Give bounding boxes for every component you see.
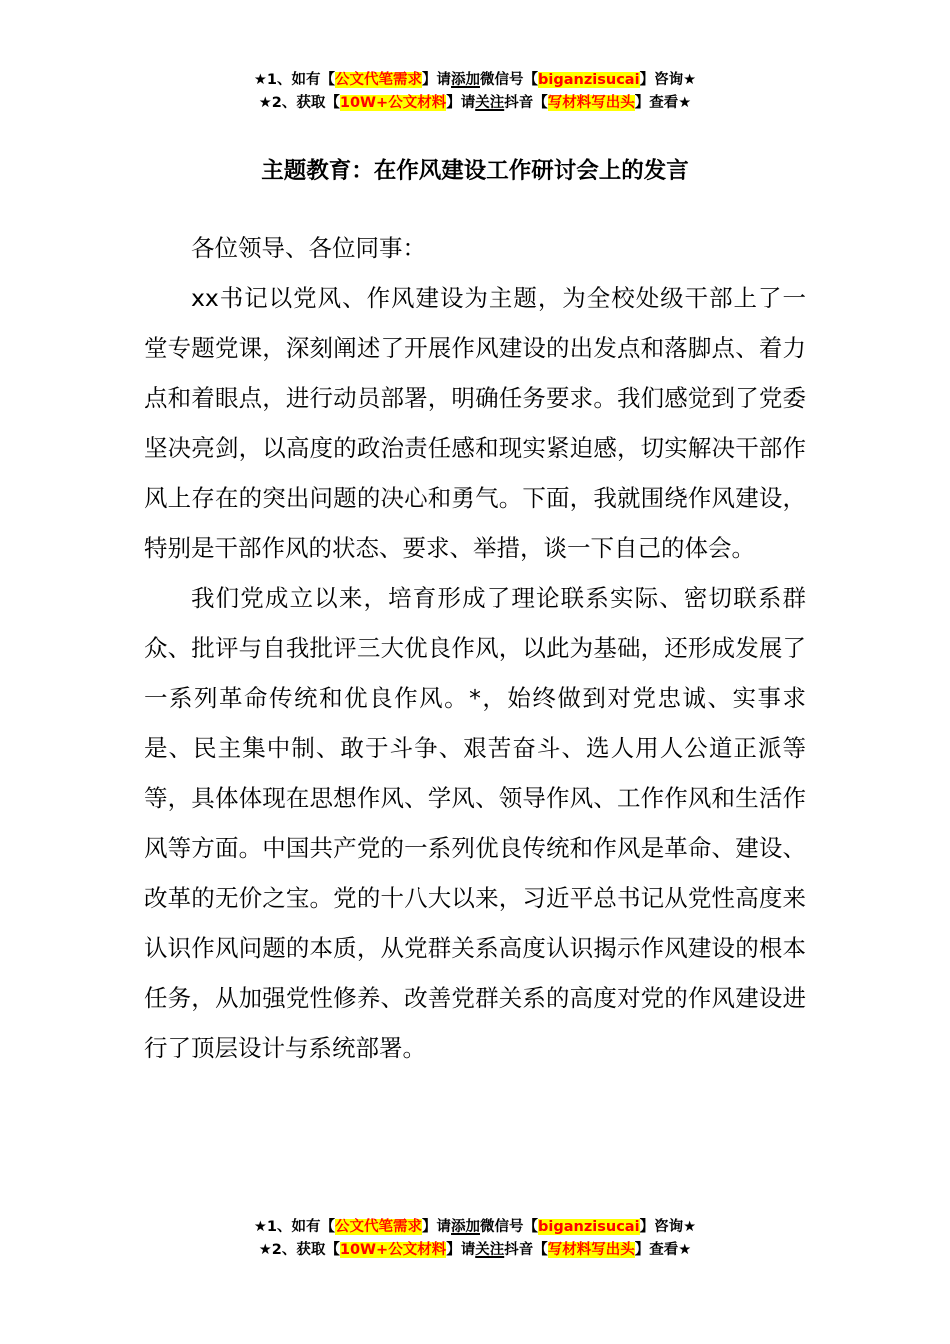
banner-emphasis: 关注 — [475, 1242, 505, 1258]
banner-highlight: 10W+公文材料 — [339, 1242, 447, 1258]
footer-banner — [0, 1216, 950, 1262]
banner-line-1: ★1、如有【公文代笔需求】请添加微信号【biganzisucai】咨询★ — [253, 1219, 697, 1235]
banner-highlight: biganzisucai — [538, 1219, 640, 1235]
banner-emphasis: 添加 — [451, 1219, 481, 1235]
banner-emphasis: 添加 — [451, 72, 481, 88]
banner-emphasis: 关注 — [475, 95, 505, 111]
banner-highlight: 公文代笔需求 — [335, 72, 423, 88]
paragraph: xx书记以党风、作风建设为主题，为全校处级干部上了一堂专题党课，深刻阐述了开展作风建设的出发点和落脚点、着力点和着眼点，进行动员部署，明确任务要求。我们感觉到了党委坚决亮剑，以高度的政治责任感和现实紧迫感，切实解决干部作风上存在的突出问题的决心和勇气。下面，我就围绕作风建设，特别是干部作风的状态、要求、举措，谈一下自己的体会。 — [144, 284, 806, 562]
banner-highlight: 公文代笔需求 — [335, 1219, 423, 1235]
banner-highlight: biganzisucai — [538, 72, 640, 88]
banner-line-2: ★2、获取【10W+公文材料】请关注抖音【写材料写出头】查看★ — [258, 95, 692, 111]
document-body — [144, 223, 806, 1073]
header-banner — [0, 69, 950, 115]
banner-highlight: 10W+公文材料 — [339, 95, 447, 111]
banner-highlight: 写材料写出头 — [547, 95, 635, 111]
salutation: 各位领导、各位同事： — [191, 234, 426, 262]
paragraph: 我们党成立以来，培育形成了理论联系实际、密切联系群众、批评与自我批评三大优良作风，以此为基础，还形成发展了一系列革命传统和优良作风。*，始终做到对党忠诚、实事求是、民主集中制、敢于斗争、艰苦奋斗、选人用人公道正派等等，具体体现在思想作风、学风、领导作风、工作作风和生活作风等方面。中国共产党的一系列优良传统和作风是革命、建设、改革的无价之宝。党的十八大以来，习近平总书记从党性高度来认识作风问题的本质，从党群关系高度认识揭示作风建设的根本任务，从加强党性修养、改善党群关系的高度对党的作风建设进行了顶层设计与系统部署。 — [144, 584, 806, 1062]
banner-highlight: 写材料写出头 — [547, 1242, 635, 1258]
banner-line-1: ★1、如有【公文代笔需求】请添加微信号【biganzisucai】咨询★ — [253, 72, 697, 88]
document-title: 主题教育：在作风建设工作研讨会上的发言 — [261, 158, 689, 184]
banner-line-2: ★2、获取【10W+公文材料】请关注抖音【写材料写出头】查看★ — [258, 1242, 692, 1258]
